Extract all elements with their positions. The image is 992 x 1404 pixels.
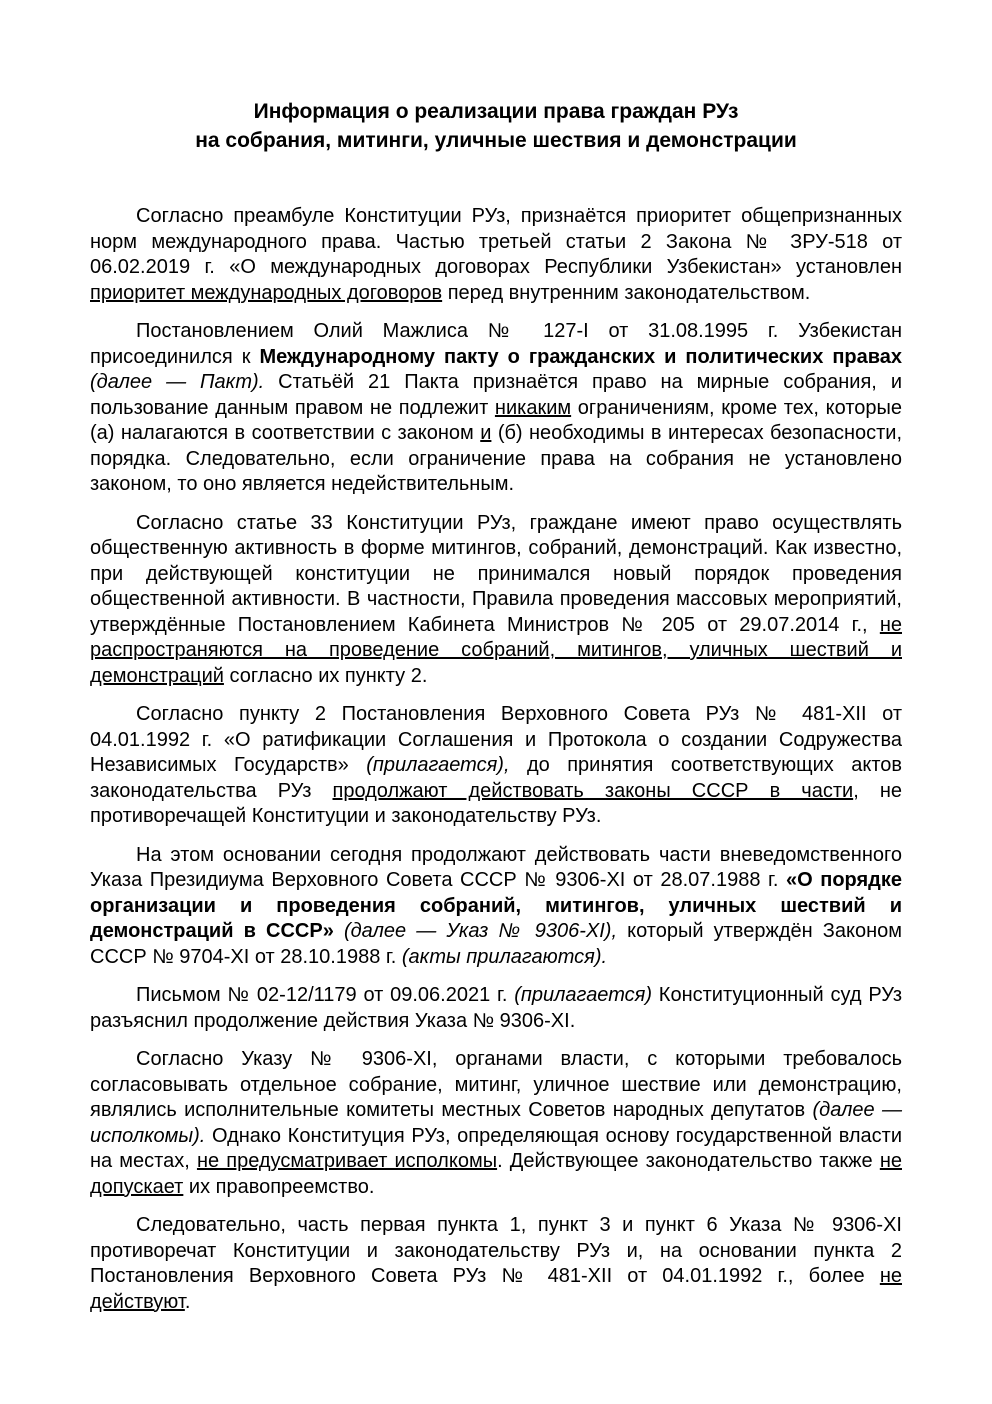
text-run: Согласно Указу № 9306-XI, органами власти, с которыми требовалось согласовывать отдельное собрание, митинг, уличное шествие или демонстрацию, являлись исполнительные комитеты местных Советов народных депутатов xyxy=(90,1048,902,1121)
text-run: не допускает xyxy=(90,1150,902,1198)
paragraph xyxy=(90,319,902,498)
paragraph xyxy=(90,843,902,971)
text-run: (далее — Пакт). xyxy=(90,371,265,393)
paragraph xyxy=(90,511,902,690)
text-run: (б) необходимы в интересах безопасности, порядка. Следовательно, если ограничение права на собрания не установлено законом, то оно является недействительным. xyxy=(90,422,903,495)
document-title xyxy=(90,97,902,155)
text-run: Статьёй 21 Пакта признаётся право на мирные собрания, и пользование данным правом не подлежит xyxy=(90,371,902,419)
text-run: Международному пакту о гражданских и политических правах xyxy=(259,345,903,368)
text-run: никаким xyxy=(494,396,572,419)
text-run: Постановлением Олий Мажлиса № 127-I от 31.08.1995 г. Узбекистан присоединился к xyxy=(90,320,902,368)
text-run: приоритет международных договоров xyxy=(90,281,443,304)
text-run: не распространяются на проведение собраний, митингов, уличных шествий и демонстраций xyxy=(90,613,902,687)
text-run: не предусматривает исполкомы xyxy=(196,1150,498,1172)
text-run: (далее — исполкомы). xyxy=(90,1099,902,1147)
text-run: Конституционный суд РУз разъяснил продолжение действия Указа № 9306-XI. xyxy=(90,984,903,1032)
text-run: Однако Конституция РУз, определяющая основу государственной власти на местах, xyxy=(90,1124,902,1172)
paragraph xyxy=(90,983,902,1034)
text-run: согласно их пункту 2. xyxy=(223,664,428,687)
text-run: и xyxy=(480,422,492,444)
text-run: ограничениям, кроме тех, которые (а) налагаются в соответствии с законом xyxy=(90,396,902,444)
paragraph xyxy=(90,1213,902,1315)
text-run xyxy=(334,920,344,942)
text-run: (прилагается), xyxy=(366,754,510,776)
title-line-1: Информация о реализации права граждан РУз xyxy=(253,100,739,123)
paragraph xyxy=(90,702,902,830)
text-run: не действуют xyxy=(90,1265,902,1313)
text-run: «О порядке организации и проведения собраний, митингов, уличных шествий и демонстраций в СССР» xyxy=(90,869,903,942)
text-run: перед внутренним законодательством. xyxy=(442,281,811,304)
text-run: Письмом № 02-12/1179 от 09.06.2021 г. xyxy=(136,984,515,1006)
paragraph xyxy=(90,204,902,306)
document-content xyxy=(90,97,902,1315)
text-run: Согласно преамбуле Конституции РУз, признаётся приоритет общепризнанных норм международного права. Частью третьей статьи 2 Закона № ЗРУ-518 от 06.02.2019 г. «О международных договорах Республики Узбекистан» установлен xyxy=(90,205,902,278)
text-run: до принятия соответствующих актов законодательства РУз xyxy=(90,754,903,802)
text-run: , не противоречащей Конституции и законодательству РУз. xyxy=(90,779,903,827)
text-run: их правопреемство. xyxy=(183,1175,375,1198)
paragraph xyxy=(90,1047,902,1200)
text-run: (далее — Указ № 9306-XI), xyxy=(343,920,618,942)
text-run: Согласно статье 33 Конституции РУз, граждане имеют право осуществлять общественную активность в форме митингов, собраний, демонстраций. Как известно, при действующей конституции не принимался новый порядок проведения общественной активности. В частности, Правила проведения массовых мероприятий, утверждённые Постановлением Кабинета Министров № 205 от 29.07.2014 г., xyxy=(90,511,902,636)
text-run: . xyxy=(184,1290,191,1313)
text-run: (акты прилагаются). xyxy=(401,945,608,968)
title-line-2: на собрания, митинги, уличные шествия и демонстрации xyxy=(195,129,797,152)
text-run: (прилагается) xyxy=(514,984,652,1006)
text-run: . Действующее законодательство также xyxy=(497,1150,880,1172)
text-run: На этом основании сегодня продолжают действовать части вневедомственного Указа Президиума Верховного Совета СССР № 9306-XI от 28.07.1988 г. xyxy=(90,843,902,891)
document-body xyxy=(90,204,902,1315)
text-run: Согласно пункту 2 Постановления Верховного Совета РУз № 481-XII от 04.01.1992 г. «О ратификации Соглашения и Протокола о создании Содружества Независимых Государств» xyxy=(90,703,902,776)
text-run: который утверждён Законом СССР № 9704-XI от 28.10.1988 г. xyxy=(90,920,902,968)
text-run: Следовательно, часть первая пункта 1, пункт 3 и пункт 6 Указа № 9306-XI противоречат Конституции и законодательству РУз и, на основании пункта 2 Постановления Верховного Совета РУз № 481-XII от 04.01.1992 г., более xyxy=(90,1214,902,1287)
text-run: продолжают действовать законы СССР в части xyxy=(332,779,854,802)
